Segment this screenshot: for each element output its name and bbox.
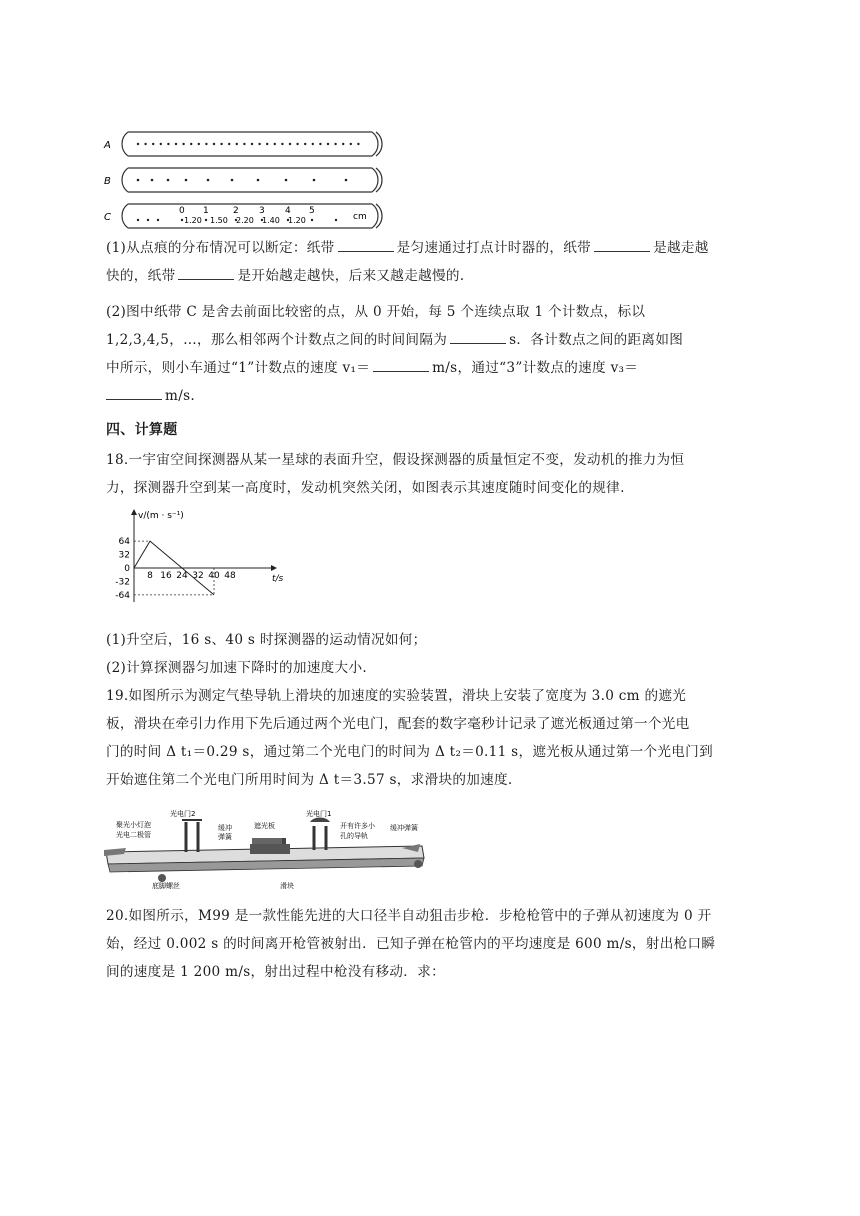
tape-dot xyxy=(137,219,139,221)
tape-dot xyxy=(357,143,359,145)
label-buffer-spring: 缓冲弹簧 xyxy=(390,824,418,832)
tape-a-dots xyxy=(137,143,360,145)
tape-c-unit: cm xyxy=(353,212,367,222)
y-tick-label: 0 xyxy=(124,564,130,574)
label-photodiode: 光电二极管 xyxy=(116,831,151,839)
tape-dot xyxy=(312,143,314,145)
answer-blank-5[interactable] xyxy=(373,357,429,372)
tape-dot xyxy=(258,143,260,145)
tape-dot xyxy=(231,179,234,182)
tape-dot xyxy=(190,143,192,145)
tape-c-dist-3: 2.20 xyxy=(236,216,254,225)
tape-c-dist-4: 1.40 xyxy=(262,216,280,225)
x-tick-label: 24 xyxy=(176,571,188,581)
q19-line3: 门的时间 Δ t₁＝0.29 s，通过第二个光电门的时间为 Δ t₂＝0.11 s，遮光板从通过第一个光电门到 xyxy=(106,744,713,760)
tape-dot xyxy=(319,143,321,145)
tape-dot xyxy=(167,143,169,145)
q20-line2: 始，经过 0.002 s 的时间离开枪管被射出．已知子弹在枪管内的平均速度是 600 m/s，射出枪口瞬 xyxy=(106,936,716,952)
tape-dot xyxy=(151,179,154,182)
q20-line3: 间的速度是 1 200 m/s，射出过程中枪没有移动．求： xyxy=(106,964,445,980)
tape-dot xyxy=(205,143,207,145)
tape-dot xyxy=(334,143,336,145)
tape-dot xyxy=(185,179,188,182)
tape-dot xyxy=(152,143,154,145)
tape-dot xyxy=(335,219,337,221)
q18-line1: 18.一宇宙空间探测器从某一星球的表面升空，假设探测器的质量恒定不变，发动机的推力为恒 xyxy=(106,452,685,468)
tape-dot xyxy=(274,143,276,145)
answer-blank-1[interactable] xyxy=(338,237,394,252)
tape-dot xyxy=(350,143,352,145)
tape-dot xyxy=(281,143,283,145)
section-heading: 四、计算题 xyxy=(106,422,178,438)
tape-label-b: B xyxy=(104,176,111,187)
tape-dot xyxy=(167,179,170,182)
tape-dot xyxy=(327,143,329,145)
x-tick-label: 40 xyxy=(208,571,220,581)
label-track-b: 孔的导轨 xyxy=(340,832,368,840)
tape-dot xyxy=(220,143,222,145)
tape-c-num-4: 4 xyxy=(285,206,291,216)
tape-dot xyxy=(345,179,348,182)
tape-dot xyxy=(213,143,215,145)
tape-dot xyxy=(198,143,200,145)
q17-part2-line1: (2)图中纸带 C 是舍去前面比较密的点，从 0 开始，每 5 个连续点取 1 个计数点，标以 xyxy=(106,304,646,320)
x-tick-label: 32 xyxy=(192,571,204,581)
tape-dot xyxy=(296,143,298,145)
y-tick-label: -64 xyxy=(115,590,130,601)
label-gate1: 光电门1 xyxy=(306,810,332,818)
x-tick-label: 8 xyxy=(147,571,153,581)
tape-dot xyxy=(251,143,253,145)
tape-label-a: A xyxy=(104,140,111,151)
q19-line2: 板，滑块在牵引力作用下先后通过两个光电门，配套的数字毫秒计记录了遮光板通过第一个光电 xyxy=(106,716,690,732)
q17-part2-line2: 1,2,3,4,5，…，那么相邻两个计数点之间的时间间隔为 s．各计数点之间的距离如图 xyxy=(106,326,766,354)
tape-dot xyxy=(228,143,230,145)
label-foot-screw: 底脚螺丝 xyxy=(152,882,180,890)
tape-dot xyxy=(157,219,159,221)
tape-c-num-0: 0 xyxy=(179,206,185,216)
label-track-a: 开有许多小 xyxy=(340,822,375,830)
label-buffer-b: 弹簧 xyxy=(218,833,232,841)
graph-y-label: v/(m · s⁻¹) xyxy=(138,511,184,521)
tape-c-dist-2: 1.50 xyxy=(210,216,228,225)
tape-dot xyxy=(266,143,268,145)
velocity-time-graph xyxy=(104,506,294,606)
tape-dot xyxy=(137,179,140,182)
label-buffer-a: 缓冲 xyxy=(218,824,232,832)
tape-label-c: C xyxy=(104,212,111,223)
answer-blank-3[interactable] xyxy=(178,265,234,280)
q19-line4: 开始遮住第二个光电门所用时间为 Δ t＝3.57 s，求滑块的加速度. xyxy=(106,772,513,788)
q17-part1-line1: (1)从点痕的分布情况可以断定：纸带 是匀速通过打点计时器的，纸带 是越走越 xyxy=(106,234,766,262)
y-tick-label: -32 xyxy=(115,577,130,588)
tape-dot xyxy=(205,219,207,221)
tape-dot xyxy=(160,143,162,145)
tape-dot xyxy=(144,143,146,145)
tape-dot xyxy=(342,143,344,145)
q18-sub1: (1)升空后，16 s、40 s 时探测器的运动情况如何； xyxy=(106,632,427,648)
q17-part1-line2: 快的，纸带 是开始越走越快，后来又越走越慢的. xyxy=(106,262,766,290)
q18-line2: 力，探测器升空到某一高度时，发动机突然关闭，如图表示其速度随时间变化的规律. xyxy=(106,480,625,496)
q17-part2-line4: m/s. xyxy=(106,382,766,410)
tape-c-num-2: 2 xyxy=(233,206,239,216)
tape-dot xyxy=(181,219,183,221)
tape-dot xyxy=(243,143,245,145)
tape-dot xyxy=(147,219,149,221)
label-shutter: 遮光板 xyxy=(254,822,275,830)
tape-c-dist-5: 1.20 xyxy=(288,216,306,225)
tape-dot xyxy=(236,143,238,145)
label-gate2: 光电门2 xyxy=(170,810,196,818)
x-tick-label: 48 xyxy=(224,571,236,581)
q18-sub2: (2)计算探测器匀加速下降时的加速度大小. xyxy=(106,660,367,676)
tape-dot xyxy=(289,143,291,145)
q19-line1: 19.如图所示为测定气垫导轨上滑块的加速度的实验装置，滑块上安装了宽度为 3.0 cm 的遮光 xyxy=(106,688,687,704)
x-tick-label: 16 xyxy=(160,571,172,581)
tape-c-dist-1: 1.20 xyxy=(184,216,202,225)
tape-c-num-1: 1 xyxy=(203,206,209,216)
graph-x-label: t/s xyxy=(272,574,284,584)
tape-b-dots xyxy=(137,179,348,182)
q20-line1: 20.如图所示，M99 是一款性能先进的大口径半自动狙击步枪．步枪枪管中的子弹从初速度为 0 开 xyxy=(106,908,712,924)
label-bulb: 聚光小灯泡 xyxy=(116,821,151,829)
y-tick-label: 32 xyxy=(118,550,130,561)
tape-dot xyxy=(182,143,184,145)
tape-c-num-5: 5 xyxy=(309,206,315,216)
answer-blank-4[interactable] xyxy=(450,329,506,344)
ticker-tape-figure xyxy=(100,126,390,234)
answer-blank-2[interactable] xyxy=(594,237,650,252)
tape-dot xyxy=(175,143,177,145)
tape-dot xyxy=(313,179,316,182)
tape-c-num-3: 3 xyxy=(259,206,265,216)
air-track-apparatus xyxy=(102,806,436,890)
tape-dot xyxy=(137,143,139,145)
label-slider: 滑块 xyxy=(280,882,294,890)
tape-dot xyxy=(311,219,313,221)
tape-dot xyxy=(304,143,306,145)
y-tick-label: 64 xyxy=(118,537,130,548)
tape-dot xyxy=(285,179,288,182)
tape-dot xyxy=(257,179,260,182)
tape-dot xyxy=(207,179,210,182)
q17-part2-line3: 中所示，则小车通过“1”计数点的速度 v₁＝ m/s，通过“3”计数点的速度 v₃＝ xyxy=(106,354,766,382)
answer-blank-6[interactable] xyxy=(106,385,162,400)
